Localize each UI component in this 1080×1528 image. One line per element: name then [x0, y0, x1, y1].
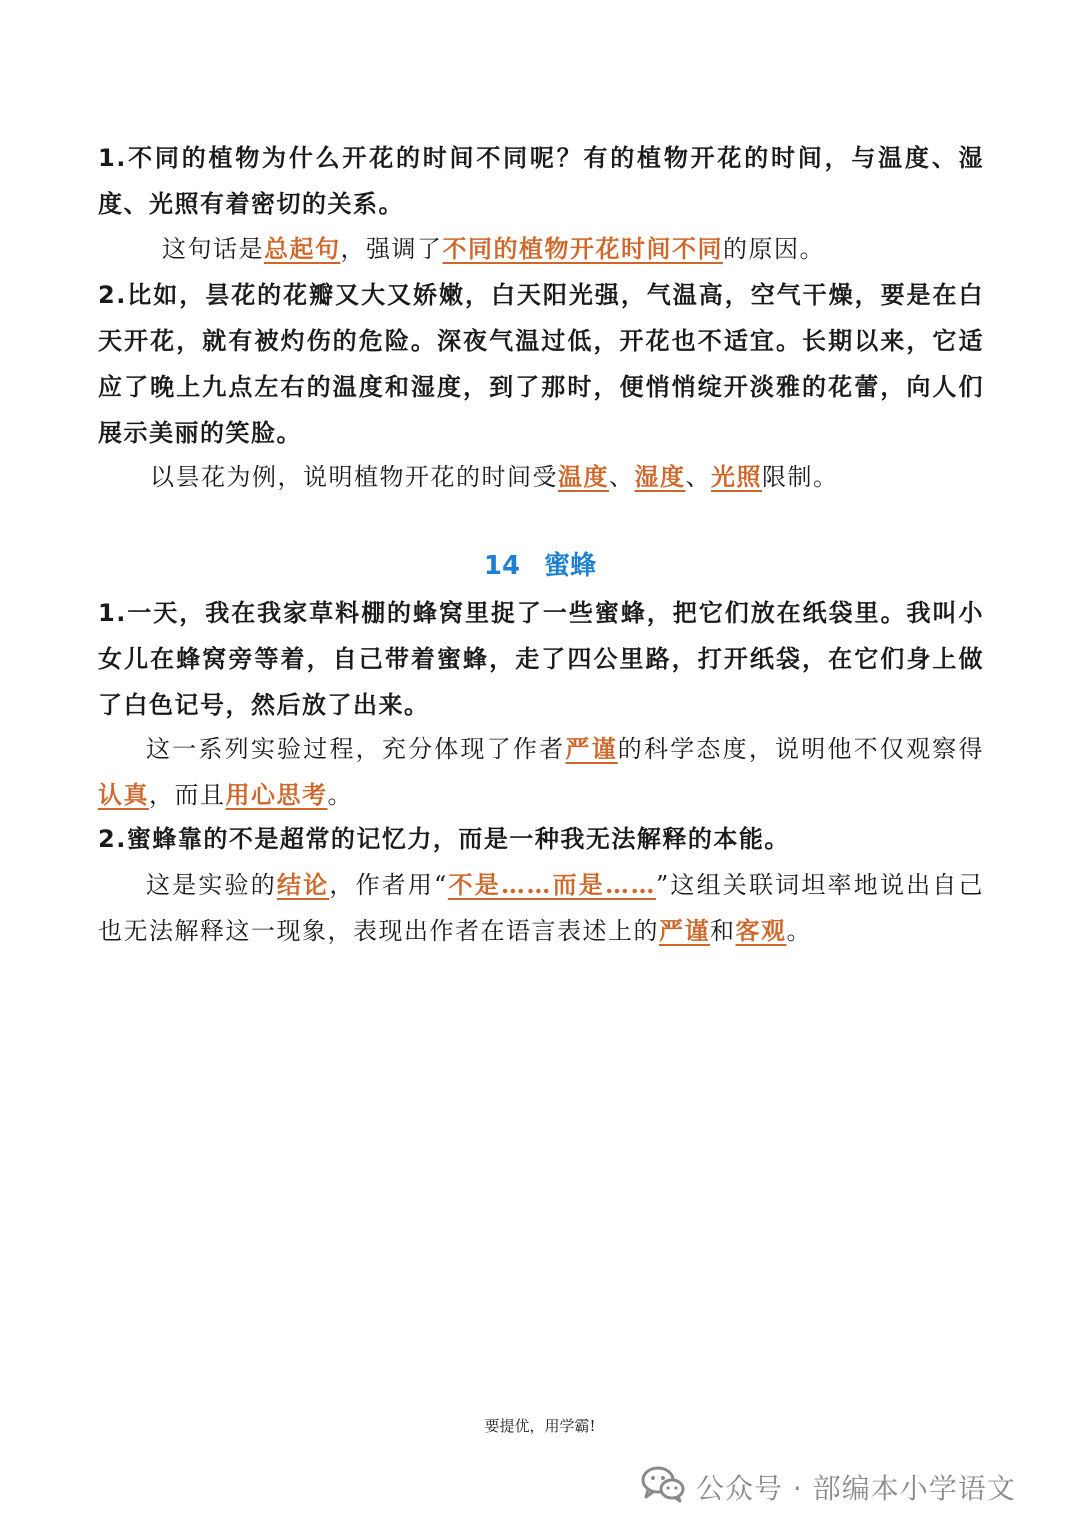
highlight-term: 光照 [711, 462, 762, 491]
answer-1 [98, 726, 984, 818]
answer-text: 以昙花为例，说明植物开花的时间受温度、湿度、光照限制。 [150, 462, 839, 491]
question-1 [98, 590, 984, 728]
lesson-number: 14 [483, 551, 521, 581]
highlight-term: 严谨 [565, 734, 618, 763]
watermark [640, 1464, 1016, 1510]
highlight-term: 认真 [98, 780, 149, 809]
question-2 [98, 272, 984, 456]
highlight-term: 总起句 [264, 234, 341, 263]
highlight-term: 结论 [276, 870, 330, 899]
highlight-term: 温度 [558, 462, 609, 491]
watermark-text: 公众号 · 部编本小学语文 [696, 1472, 1016, 1505]
answer-text: 这句话是总起句，强调了不同的植物开花时间不同的原因。 [162, 234, 825, 263]
answer-text: 这一系列实验过程，充分体现了作者严谨的科学态度，说明他不仅观察得认真，而且用心思考。 [98, 734, 985, 809]
answer-2 [98, 862, 984, 954]
wechat-icon [640, 1464, 696, 1511]
highlight-term: 不同的植物开花时间不同 [442, 234, 723, 263]
highlight-term: 不是……而是…… [447, 870, 656, 899]
question-number: 1. [98, 599, 127, 627]
question-1 [98, 135, 984, 227]
question-2 [98, 816, 984, 862]
question-text: 1.一天，我在我家草料棚的蜂窝里捉了一些蜜蜂，把它们放在纸袋里。我叫小女儿在蜂窝旁等着，自己带着蜜蜂，走了四公里路，打开纸袋，在它们身上做了白色记号，然后放了出来。 [98, 599, 984, 719]
footer-slogan: 要提优，用学霸! [484, 1417, 596, 1435]
question-text: 2.比如，昙花的花瓣又大又娇嫩，白天阳光强，气温高，空气干燥，要是在白天开花，就有被灼伤的危险。深夜气温过低，开花也不适宜。长期以来，它适应了晚上九点左右的温度和湿度，到了那时，便悄悄绽开淡雅的花蕾，向人们展示美丽的笑脸。 [98, 281, 984, 447]
question-number: 2. [98, 825, 127, 853]
highlight-term: 客观 [735, 916, 787, 945]
lesson-name: 蜜蜂 [544, 551, 597, 581]
answer-2 [150, 454, 984, 500]
lesson-title [0, 546, 1080, 586]
highlight-term: 湿度 [634, 462, 686, 491]
question-number: 2. [98, 281, 127, 309]
answer-1 [162, 226, 984, 272]
question-text: 2.蜜蜂靠的不是超常的记忆力，而是一种我无法解释的本能。 [98, 825, 790, 853]
question-text: 1.不同的植物为什么开花的时间不同呢？有的植物开花的时间，与温度、湿度、光照有着密切的关系。 [98, 144, 984, 218]
answer-text: 这是实验的结论，作者用“不是……而是……”这组关联词坦率地说出自己也无法解释这一现象，表现出作者在语言表述上的严谨和客观。 [98, 870, 984, 945]
highlight-term: 严谨 [659, 916, 710, 945]
question-number: 1. [98, 144, 127, 172]
highlight-term: 用心思考 [225, 780, 328, 809]
